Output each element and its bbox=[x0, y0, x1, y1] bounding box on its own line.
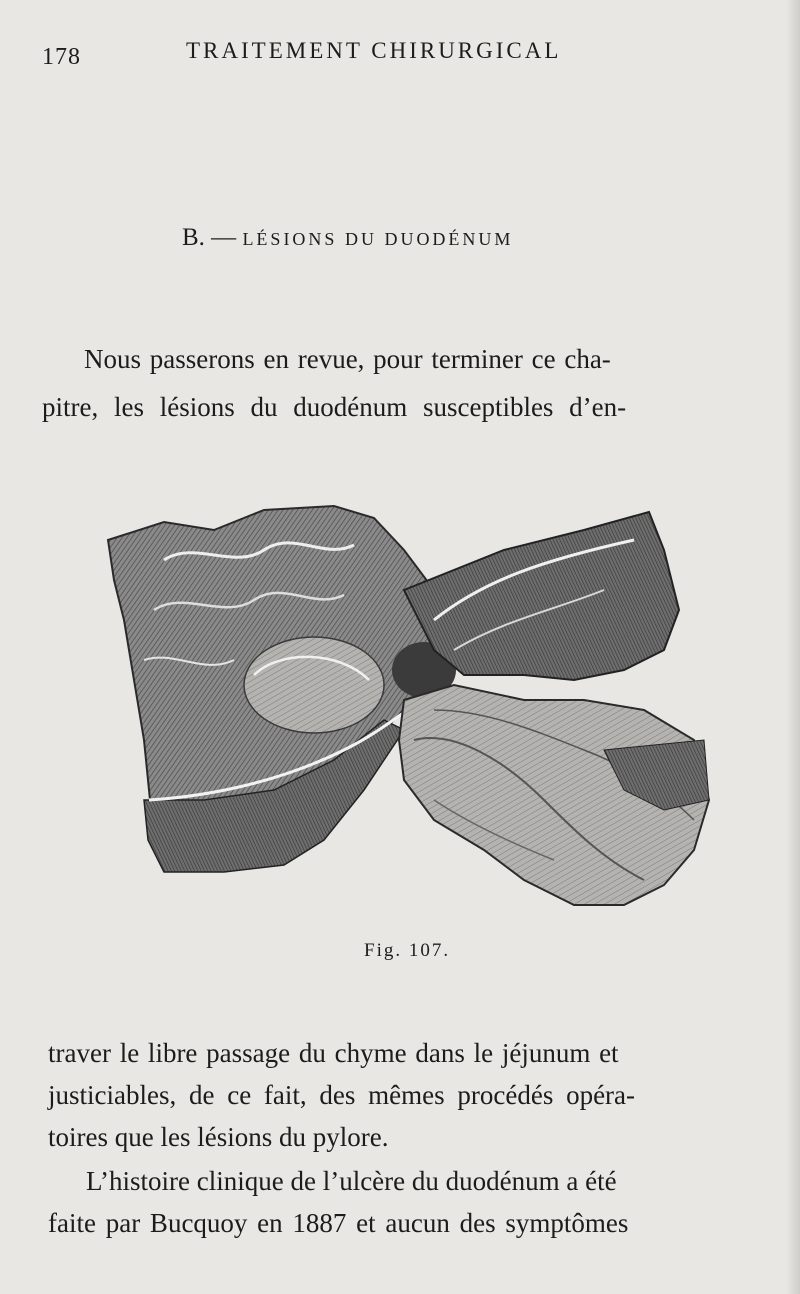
duodenum-illustration bbox=[104, 500, 714, 920]
section-title: LÉSIONS DU DUODÉNUM bbox=[242, 229, 514, 249]
text-line: Nous passerons en revue, pour terminer ce cha- bbox=[84, 344, 611, 374]
text-line: justiciables, de ce fait, des mêmes procédés opéra- bbox=[48, 1080, 636, 1110]
text-line: pitre, les lésions du duodénum susceptibles d’en- bbox=[42, 392, 627, 422]
figure-caption: Fig. 107. bbox=[364, 940, 451, 961]
section-heading bbox=[182, 224, 513, 252]
text-line: traver le libre passage du chyme dans le jéjunum et bbox=[48, 1038, 619, 1068]
text-line: toires que les lésions du pylore. bbox=[48, 1122, 389, 1152]
text-line: L’histoire clinique de l’ulcère du duodénum a été bbox=[86, 1166, 617, 1196]
page-number: 178 bbox=[42, 44, 81, 70]
page-edge-shadow bbox=[786, 0, 800, 1294]
section-letter: B. — bbox=[182, 224, 237, 251]
running-title: TRAITEMENT CHIRURGICAL bbox=[186, 38, 562, 63]
anatomical-engraving bbox=[104, 500, 714, 920]
text-line: faite par Bucquoy en 1887 et aucun des symptômes bbox=[48, 1208, 629, 1238]
